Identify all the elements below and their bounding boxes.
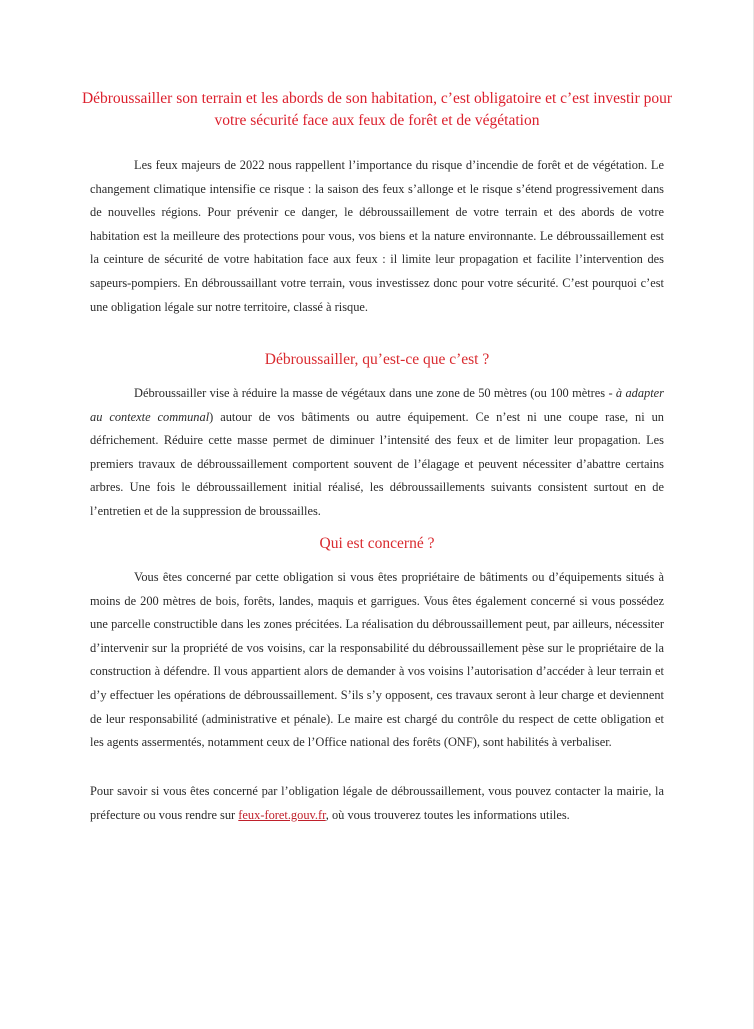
feux-foret-link[interactable]: feux-foret.gouv.fr: [238, 807, 326, 822]
document-title: Débroussailler son terrain et les abords de son habitation, c’est obligatoire et c’est investir pour votre sécurité face aux feux de forêt et de végétation: [81, 90, 673, 129]
paragraph-text: Débroussailler vise à réduire la masse de végétaux dans une zone de 50 mètres (ou 100 mètres -: [134, 386, 616, 400]
intro-paragraph: Les feux majeurs de 2022 nous rappellent l’importance du risque d’incendie de forêt et de végétation. Le changement climatique intensifie ce risque : la saison des feux s’allonge et le risque s’étend progressivement dans de nouvelles régions. Pour prévenir ce danger, le débroussaillement de votre terrain et des abords de votre habitation est la meilleure des protections pour vous, vos biens et la nature environnante. Le débroussaillement est la ceinture de sécurité de votre habitation face aux feux : il limite leur propagation et facilite l’intervention des sapeurs-pompiers. En débroussaillant votre terrain, vous investissez donc pour votre sécurité. C’est pourquoi c’est une obligation légale sur notre territoire, classé à risque.: [90, 158, 664, 314]
paragraph-text: ) autour de vos bâtiments ou autre équipement. Ce n’est ni une coupe rase, ni un défrichement. Réduire cette masse permet de diminuer l’intensité des feux et de limiter leur propagation. Les premiers travaux de débroussaillement comportent souvent de l’élagage et peuvent nécessiter d’abattre certains arbres. Une fois le débroussaillement initial réalisé, les débroussaillements suivants consistent surtout en de l’entretien et de la suppression de broussailles.: [90, 409, 664, 518]
closing-paragraph: [90, 780, 664, 827]
section-heading-concerne: Qui est concerné ?: [319, 535, 435, 552]
italic-note: à adapter au contexte communal: [90, 386, 665, 424]
section-paragraph-debroussailler: [90, 382, 664, 524]
paragraph-text: Pour savoir si vous êtes concerné par l’obligation légale de débroussaillement, vous pouvez contacter la mairie, la préfecture ou vous rendre sur: [90, 784, 664, 822]
section-heading-debroussailler: Débroussailler, qu’est-ce que c’est ?: [264, 351, 490, 368]
section-paragraph-concerne: Vous êtes concerné par cette obligation si vous êtes propriétaire de bâtiments ou d’équipements situés à moins de 200 mètres de bois, forêts, landes, maquis et garrigues. Vous êtes également concerné si vous possédez une parcelle constructible dans les zones précitées. La réalisation du débroussaillement peut, par ailleurs, nécessiter d’intervenir sur la propriété de vos voisins, car la responsabilité du débroussaillement pèse sur le propriétaire de la construction à défendre. Il vous appartient alors de demander à vos voisins l’autorisation d’accéder à leur terrain et d’y effectuer les opérations de débroussaillement. S’ils s’y opposent, ces travaux seront à leur charge et deviennent de leur responsabilité (administrative et pénale). Le maire est chargé du contrôle du respect de cette obligation et les agents assermentés, notamment ceux de l’Office national des forêts (ONF), sont habilités à verbaliser.: [90, 570, 664, 750]
paragraph-text: , où vous trouverez toutes les informations utiles.: [325, 807, 570, 822]
